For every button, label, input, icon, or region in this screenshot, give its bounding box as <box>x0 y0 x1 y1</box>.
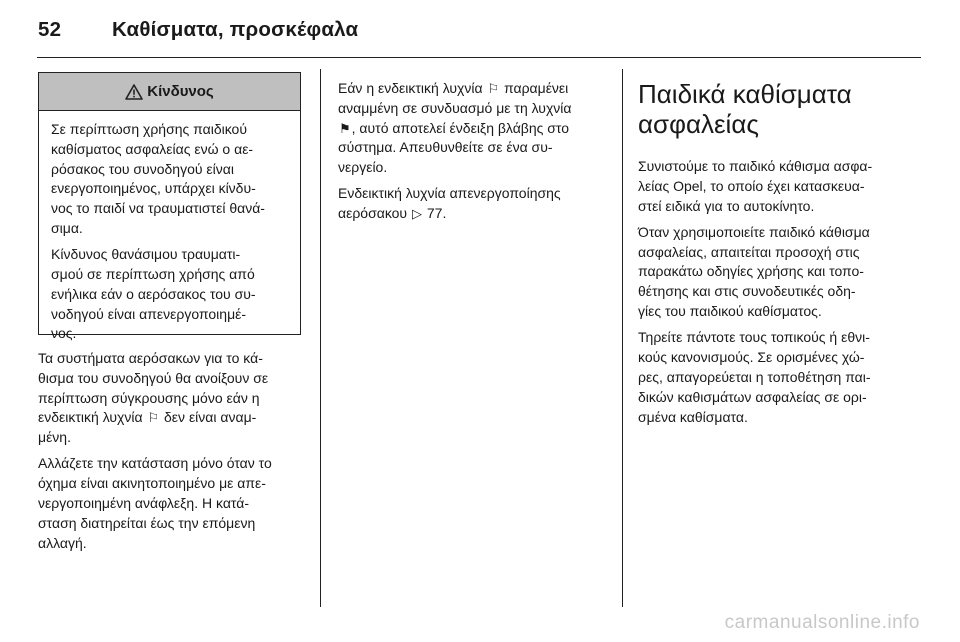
column-2-text <box>338 79 612 231</box>
text-line: όχημα είναι ακινητοποιημένο με απε- <box>38 475 266 492</box>
text-line: στεί ειδικά για το αυτοκίνητο. <box>638 197 815 214</box>
paragraph <box>338 79 612 178</box>
text-line: νος. <box>51 325 77 342</box>
text-line: δικών καθισμάτων ασφαλείας σε ορι- <box>638 388 867 405</box>
text-line: σμού σε περίπτωση χρήσης από <box>51 266 255 283</box>
paragraph <box>38 349 310 448</box>
text-line: καθίσματος ασφαλείας ενώ ο αε- <box>51 140 254 157</box>
text-line: νεργοποιημένη ανάφλεξη. Η κατά- <box>38 495 250 512</box>
page-header <box>38 18 358 48</box>
danger-warning-box <box>38 72 301 342</box>
warning-title: Κίνδυνος <box>147 83 214 100</box>
text-line: Σε περίπτωση χρήσης παιδικού <box>51 121 247 137</box>
text-line: σμένα καθίσματα. <box>638 408 748 425</box>
text-line: Όταν χρησιμοποιείτε παιδικό κάθισμα <box>638 223 870 240</box>
text-line: περίπτωση σύγκρουσης μόνο εάν η <box>38 389 260 406</box>
text-line: ενδεικτική λυχνία <box>38 409 143 426</box>
text-line: λείας Opel, το οποίο έχει κατασκευα- <box>638 177 865 194</box>
text-line: παρακάτω οδηγίες χρήσης και τοπο- <box>638 263 864 280</box>
text-line: ρες, απαγορεύεται η τοποθέτηση παι- <box>638 368 871 385</box>
text-line: Τηρείτε πάντοτε τους τοπικούς ή εθνι- <box>638 329 870 346</box>
heading-line: ασφαλείας <box>638 109 759 139</box>
text-line: νεργείο. <box>338 159 388 176</box>
paragraph <box>338 184 612 224</box>
heading-line: Παιδικά καθίσματα <box>638 79 852 109</box>
text-line: θέτησης και στις συνοδευτικές οδη- <box>638 283 856 300</box>
warning-paragraph-2 <box>51 245 292 344</box>
text-line: μένη. <box>38 429 71 446</box>
page-reference-link[interactable]: 77. <box>426 205 447 222</box>
text-line: νος το παιδί να τραυματιστεί θανά- <box>51 200 265 217</box>
airbag-indicator-icon: ⚑ <box>339 120 351 136</box>
text-line: σύστημα. Απευθυνθείτε σε ένα συ- <box>338 139 553 156</box>
text-line: Αλλάζετε την κατάσταση μόνο όταν το <box>38 455 272 472</box>
paragraph <box>38 454 310 553</box>
airbag-off-indicator-icon: ⚐ <box>147 410 160 426</box>
airbag-off-indicator-icon: ⚐ <box>487 81 500 96</box>
section-title: Καθίσματα, προσκέφαλα <box>112 18 359 41</box>
text-line: ασφαλείας, απαιτείται προσοχή στις <box>638 243 860 260</box>
text-line: αλλαγή. <box>38 534 87 551</box>
warning-paragraph-1 <box>51 120 292 239</box>
section-heading <box>638 79 928 139</box>
page-number: 52 <box>38 18 62 41</box>
text-line: Κίνδυνος θανάσιμου τραυματι- <box>51 246 241 263</box>
text-line: αναμμένη σε συνδυασμό με τη λυχνία <box>338 99 572 116</box>
text-line: ρόσακος του συνοδηγού είναι <box>51 160 234 177</box>
warning-header <box>39 73 300 111</box>
header-rule <box>37 57 921 58</box>
warning-triangle-icon <box>125 84 143 100</box>
column-1-text <box>38 349 310 560</box>
column-divider-2 <box>622 69 623 607</box>
text-line: Τα συστήματα αερόσακων για το κά- <box>38 350 263 366</box>
text-line: γίες του παιδικού καθίσματος. <box>638 303 822 320</box>
text-line: παραμένει <box>504 80 569 96</box>
text-line: κούς κανονισμούς. Σε ορισμένες χώ- <box>638 349 865 366</box>
text-line: αερόσακου <box>338 205 408 222</box>
text-line: , αυτό αποτελεί ένδειξη βλάβης στο <box>351 119 570 136</box>
text-line: Εάν η ενδεικτική λυχνία <box>338 80 483 96</box>
text-line: Ενδεικτική λυχνία απενεργοποίησης <box>338 185 561 202</box>
text-line: νοδηγού είναι απενεργοποιημέ- <box>51 305 247 322</box>
text-line: σιμα. <box>51 219 83 236</box>
paragraph <box>638 223 928 322</box>
page-reference-arrow-icon[interactable]: ▷ <box>411 206 422 222</box>
footer-watermark: carmanualsonline.info <box>724 612 920 633</box>
text-line: ενεργοποιημένος, υπάρχει κίνδυ- <box>51 180 256 197</box>
text-line: Συνιστούμε το παιδικό κάθισμα ασφα- <box>638 158 873 174</box>
column-3-text <box>638 79 928 434</box>
text-line: ενήλικα εάν ο αερόσακος του συ- <box>51 285 256 302</box>
text-line: δεν είναι αναμ- <box>164 409 257 426</box>
paragraph <box>638 157 928 216</box>
paragraph <box>638 328 928 427</box>
text-line: σταση διατηρείται έως την επόμενη <box>38 514 256 531</box>
column-divider-1 <box>320 69 321 607</box>
text-line: θισμα του συνοδηγού θα ανοίξουν σε <box>38 369 269 386</box>
